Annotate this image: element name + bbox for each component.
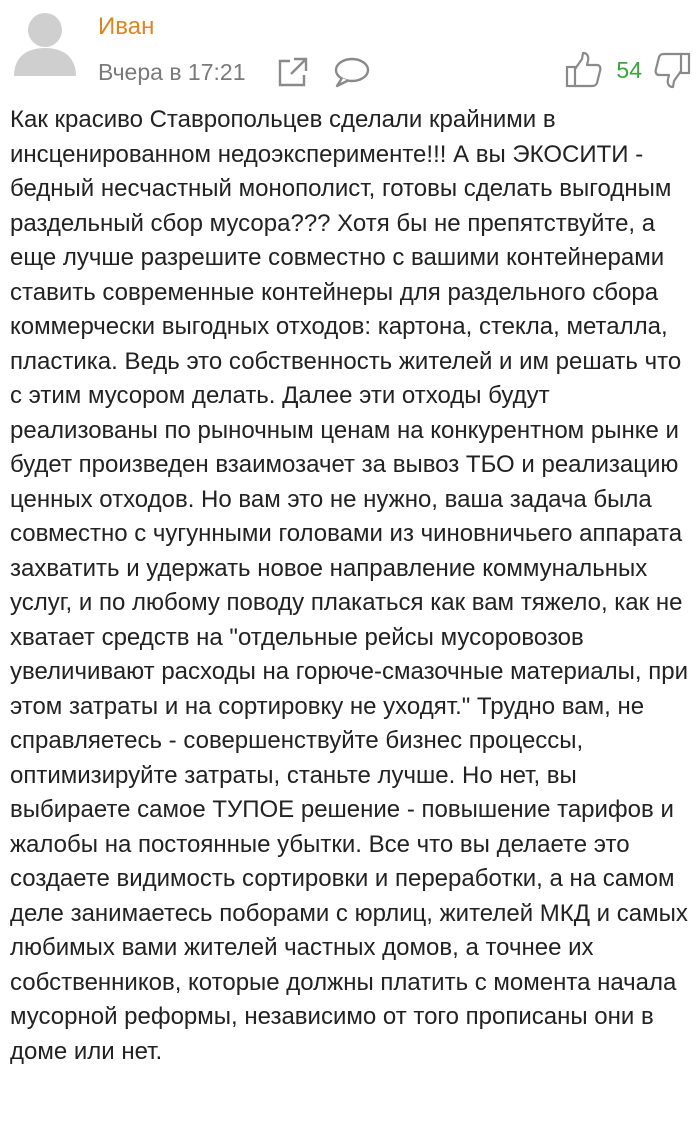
comment-body: Как красиво Ставропольцев сделали крайними в инсценированном недоэксперименте!!! А вы ЭКОСИТИ - бедный несчастный монополист, готовы сделать выгодным раздельный сбор мусора??? Хотя бы не препятствуйте, а еще лучше разрешите совместно с вашими контейнерами ставить современные контейнеры для раздельного сбора коммерчески выгодных отходов: картона, стекла, металла, пластика. Ведь это собственность жителей и им решать что с этим мусором делать. Далее эти отходы будут реализованы по рыночным ценам на конкурентном рынке и будет произведен взаимозачет за вывоз ТБО и реализацию ценных отходов. Но вам это не нужно, ваша задача была совместно с чугунными головами из чиновничьего аппарата захватить и удержать новое направление коммунальных услуг, и по любому поводу плакаться как вам тяжело, как не хватает средств на "отдельные рейсы мусоровозов увеличивают расходы на горюче-смазочные материалы, при этом затраты и на сортировку не уходят." Трудно вам, не справляетесь - совершенствуйте бизнес процессы, оптимизируйте затраты, станьте лучше. Но нет, вы выбираете самое ТУПОЕ решение - повышение тарифов и жалобы на постоянные убытки. Все что вы делаете это создаете видимость сортировки и переработки, а на самом деле занимаетесь поборами с юрлиц, жителей МКД и самых любимых вами жителей частных домов, а точнее их собственников, которые должны платить с момента начала мусорной реформы, независимо от того прописаны они в доме или нет. xyxy=(10,106,688,1065)
share-icon[interactable] xyxy=(276,55,310,89)
comment-timestamp: Вчера в 17:21 xyxy=(98,59,246,85)
comment-meta xyxy=(98,55,370,89)
avatar-icon[interactable] xyxy=(12,10,78,76)
likes-count: 54 xyxy=(616,57,642,83)
thumbs-up-icon[interactable] xyxy=(564,50,604,90)
thumbs-down-icon[interactable] xyxy=(652,50,692,90)
vote-controls xyxy=(564,50,692,90)
reply-speech-bubble-icon[interactable] xyxy=(332,55,370,89)
author-name[interactable]: Иван xyxy=(98,13,155,40)
